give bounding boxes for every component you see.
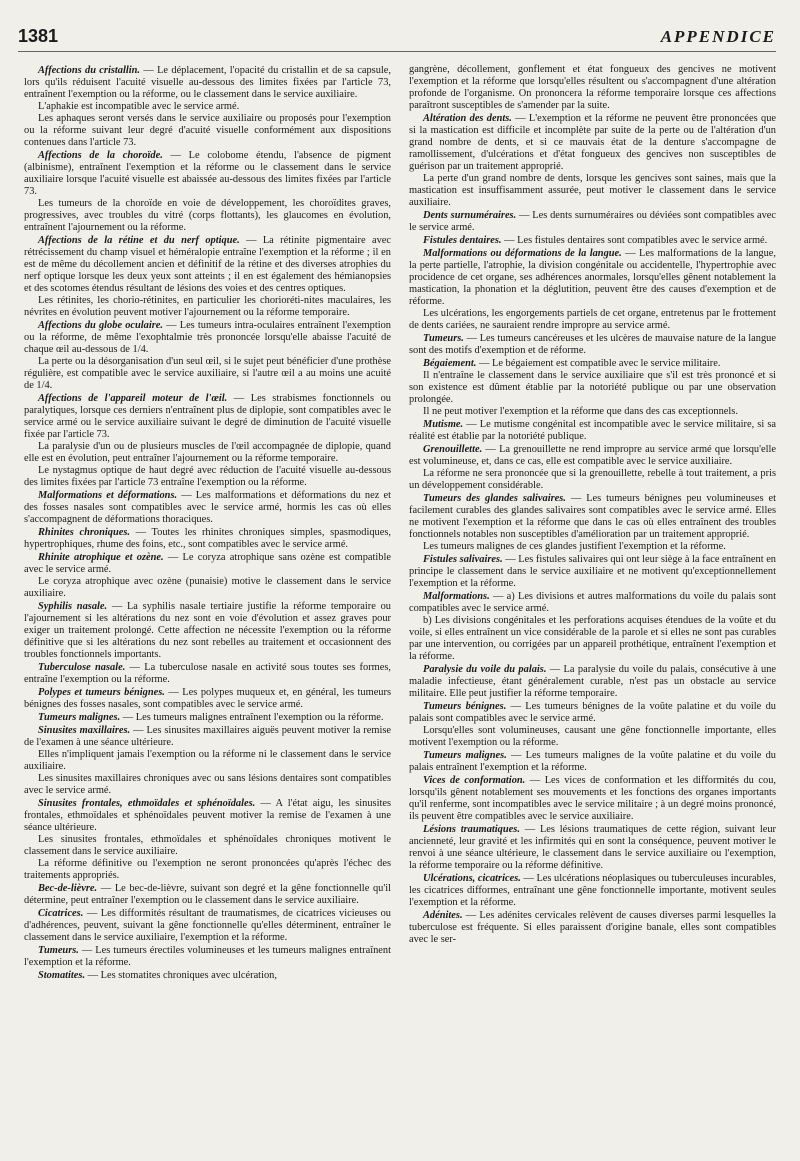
- entry-paragraph: [24, 662, 391, 686]
- body-paragraph: La paralysie d'un ou de plusieurs muscles de l'œil accompagnée de diplopie, quand elle est en évolution, peut entraîner l'ajournement ou la réforme temporaire.: [24, 441, 391, 464]
- entry-paragraph: [409, 113, 776, 173]
- entry-paragraph: [24, 945, 391, 969]
- entry-text: — Les difformités résultant de traumatismes, de cicatrices vicieuses ou d'adhérences, peuvent, suivant la gêne fonctionnelle qu'elles déterminent, entraîner le classement dans le service auxiliaire, l'exemption et la réforme.: [24, 908, 391, 943]
- body-paragraph: Les sinusites frontales, ethmoïdales et sphénoïdales chroniques motivent le classement dans le service auxiliaire.: [24, 834, 391, 857]
- entry-text: — La paralysie du voile du palais, consécutive à une maladie infectieuse, étant généralement curable, n'est pas un obstacle au service militaire. Elle peut justifier la réforme temporaire.: [409, 664, 776, 699]
- entry-paragraph: [24, 552, 391, 576]
- entry-heading: Ulcérations, cicatrices.: [423, 873, 521, 884]
- entry-text: — Les tumeurs érectiles volumineuses et les tumeurs malignes entraînent l'exemption et la réforme.: [24, 945, 391, 968]
- body-paragraph: La perte ou la désorganisation d'un seul œil, si le sujet peut bénéficier d'une prothèse régulière, est compatible avec le service auxiliaire, si l'autre œil a au moins une acuité de 1/4.: [24, 356, 391, 391]
- entry-paragraph: [24, 725, 391, 749]
- entry-heading: Fistules salivaires.: [423, 554, 503, 565]
- entry-paragraph: [409, 824, 776, 872]
- entry-heading: Lésions traumatiques.: [423, 824, 520, 835]
- entry-heading: Bec-de-lièvre.: [38, 883, 98, 894]
- entry-text: — Les strabismes fonctionnels ou paralytiques, lorsque ces derniers n'entraînent plus de diplopie, sont compatibles avec le service armé ou le service auxiliaire suivant le degré de diminution de l'acuité visuelle fixée par l'article 73.: [24, 393, 391, 440]
- entry-text: — Les fistules salivaires qui ont leur siège à la face entraînent en principe le classement dans le service auxiliaire et ne motivent qu'exceptionnellement l'exemption et la réforme.: [409, 554, 776, 589]
- entry-paragraph: [24, 65, 391, 101]
- body-paragraph: Les ulcérations, les engorgements partiels de cet organe, entretenus par le frottement de dents cariées, ne sauraient rendre impropre au service armé.: [409, 308, 776, 331]
- entry-heading: Affections de l'appareil moteur de l'œil.: [38, 393, 228, 404]
- entry-text: — Les malformations et déformations du nez et des fosses nasales sont compatibles avec le service armé, hormis les cas où elles s'accompagnent de déformations thoraciques.: [24, 490, 391, 525]
- body-paragraph: La réforme définitive ou l'exemption ne seront prononcées qu'après l'échec des traitements appropriés.: [24, 858, 391, 881]
- entry-heading: Tumeurs bénignes.: [423, 701, 507, 712]
- entry-paragraph: [409, 873, 776, 909]
- entry-text: — Le bec-de-lièvre, suivant son degré et la gêne fonctionnelle qu'il détermine, peut entraîner l'exemption ou le classement dans le service auxiliaire.: [24, 883, 391, 906]
- entry-heading: Stomatites.: [38, 970, 86, 981]
- entry-paragraph: [409, 591, 776, 615]
- left-column: [24, 64, 391, 1153]
- entry-heading: Mutisme.: [423, 419, 464, 430]
- entry-text: — Les malformations de la langue, la perte partielle, l'atrophie, la division congénitale ou accidentelle, l'hypertrophie avec procidence de cet organe, ses adhérences anormales, lorsqu'elles gênent notablement la mastication, la phonation et la déglutition, peuvent être des causes d'exemption et de réforme.: [409, 248, 776, 307]
- body-paragraph: Les tumeurs de la choroïde en voie de développement, les choroïdites graves, progressives, avec troubles du vitré (corps flottants), les glaucomes en évolution, entraînent l'ajournement ou la réforme.: [24, 198, 391, 233]
- entry-text: — Le coryza atrophique sans ozène est compatible avec le service armé.: [24, 552, 391, 575]
- entry-heading: Fistules dentaires.: [423, 235, 502, 246]
- entry-text: — Les tumeurs cancéreuses et les ulcères de mauvaise nature de la langue sont des motifs d'exemption et de réforme.: [409, 333, 776, 356]
- body-paragraph: Il ne peut motiver l'exemption et la réforme que dans des cas exceptionnels.: [423, 406, 738, 417]
- entry-text: — Les tumeurs intra-oculaires entraînent l'exemption ou la réforme, de même l'exophtalmie très prononcée lorsqu'elle abaisse l'acuité de chaque œil au-dessous de 1/4.: [24, 320, 391, 355]
- entry-text: — a) Les divisions et autres malformations du voile du palais sont compatibles avec le service armé.: [409, 591, 776, 614]
- entry-heading: Sinusites frontales, ethmoïdales et sphénoïdales.: [38, 798, 256, 809]
- entry-paragraph: [24, 601, 391, 661]
- entry-text: — Les tumeurs malignes de la voûte palatine et du voile du palais entraînent l'exemption et la réforme.: [409, 750, 776, 773]
- entry-heading: Paralysie du voile du palais.: [423, 664, 547, 675]
- entry-text: — Les tumeurs bénignes de la voûte palatine et du voile du palais sont compatibles avec le service armé.: [409, 701, 776, 724]
- body-paragraph: Elles n'impliquent jamais l'exemption ou la réforme ni le classement dans le service auxiliaire.: [24, 749, 391, 772]
- body-paragraph: Les sinusites maxillaires chroniques avec ou sans lésions dentaires sont compatibles avec le service armé.: [24, 773, 391, 796]
- running-head: [18, 26, 776, 52]
- entry-heading: Polypes et tumeurs bénignes.: [38, 687, 165, 698]
- body-paragraph: b) Les divisions congénitales et les perforations acquises étendues de la voûte et du voile, si elles entraînent un vice considérable de la parole et si elles ne sont pas curables par une intervention, ou corrigées par un appareil prothétique, entraînent l'exemption et la réforme.: [409, 615, 776, 662]
- entry-text: — La rétinite pigmentaire avec rétrécissement du champ visuel et héméralopie entraîne l'exemption et la réforme ; il en est de même du décollement ancien et définitif de la rétine et des diverses atrophies du nerf optique lorsque les deux yeux sont atteints ; il en est également des hémianopsies et des scotomes étendus résultant de lésions des voies et des centres optiques.: [24, 235, 391, 294]
- entry-paragraph: [409, 910, 776, 946]
- entry-heading: Malformations ou déformations de la langue.: [423, 248, 622, 259]
- entry-text: — Les fistules dentaires sont compatibles avec le service armé.: [501, 235, 768, 246]
- body-paragraph: Les rétinites, les chorio-rétinites, en particulier les chorioréti-nites maculaires, les névrites en évolution peuvent motiver l'ajournement ou la réforme temporaire.: [24, 295, 391, 318]
- entry-heading: Vices de conformation.: [423, 775, 526, 786]
- entry-text: — La syphilis nasale tertiaire justifie la réforme temporaire ou l'ajournement si les altérations du nez sont en voie d'évolution et assez graves pour exiger un traitement prolongé. Cette affection ne nécessite l'exemption ou la réforme définitive que si les altérations du nez sont rebelles au traitement et occasionnent des troubles fonctionnels importants.: [24, 601, 391, 660]
- entry-heading: Tumeurs.: [423, 333, 464, 344]
- entry-text: — Les dents surnuméraires ou déviées sont compatibles avec le service armé.: [409, 210, 776, 233]
- entry-paragraph: [409, 664, 776, 700]
- section-title: APPENDICE: [660, 27, 776, 46]
- entry-paragraph: [409, 444, 776, 468]
- entry-paragraph: [24, 687, 391, 711]
- entry-text: — Les vices de conformation et les difformités du cou, lorsqu'ils gênent notablement ses mouvements et les fonctions des organes importants qu'il renferme, sont incompatibles avec le service militaire ; à un degré moins prononcé, ils peuvent être compatibles avec le service auxiliaire.: [409, 775, 776, 822]
- entry-heading: Sinusites maxillaires.: [38, 725, 131, 736]
- right-column: [409, 64, 776, 1153]
- entry-paragraph: [24, 320, 391, 356]
- entry-heading: Tuberculose nasale.: [38, 662, 126, 673]
- entry-paragraph: [24, 712, 391, 724]
- entry-text: — Le bégaiement est compatible avec le service militaire.: [476, 358, 721, 369]
- entry-paragraph: [24, 970, 391, 982]
- entry-heading: Affections de la rétine et du nerf optique.: [38, 235, 240, 246]
- page-number: 1381: [18, 26, 59, 46]
- entry-text: — La grenouillette ne rend impropre au service armé que lorsqu'elle est volumineuse, et, dans ce cas, elle est compatible avec le service auxiliaire.: [409, 444, 776, 467]
- entry-paragraph: [409, 775, 776, 823]
- entry-paragraph: [409, 701, 776, 725]
- continued-paragraph: gangrène, décollement, gonflement et état fongueux des gencives ne motivent l'exemption et la réforme que lorsqu'elles résultent ou s'accompagnent d'une altération profonde de l'organisme. On prononcera la réforme temporaire lorsque ces affections paraîtront susceptibles de s'amender par la suite.: [409, 64, 776, 111]
- body-paragraph: Le nystagmus optique de haut degré avec réduction de l'acuité visuelle au-dessous des limites fixées par l'article 73 entraîne l'exemption ou la réforme.: [24, 465, 391, 488]
- entry-heading: Tumeurs malignes.: [423, 750, 507, 761]
- entry-paragraph: [409, 554, 776, 590]
- entry-heading: Grenouillette.: [423, 444, 483, 455]
- body-paragraph: L'aphakie est incompatible avec le service armé.: [38, 101, 240, 112]
- entry-paragraph: [24, 908, 391, 944]
- entry-paragraph: [24, 883, 391, 907]
- entry-paragraph: [24, 235, 391, 295]
- entry-text: — Le déplacement, l'opacité du cristallin et de sa capsule, lors qu'ils réduisent l'acuité visuelle au-dessous des limites fixées par l'article 73, entraînent l'exemption ou la réforme, ou le classement dans le service auxiliaire.: [24, 65, 391, 100]
- body-paragraph: Le coryza atrophique avec ozène (punaisie) motive le classement dans le service auxiliaire.: [24, 576, 391, 599]
- entry-heading: Tumeurs des glandes salivaires.: [423, 493, 566, 504]
- entry-heading: Tumeurs.: [38, 945, 79, 956]
- entry-text: — Les tumeurs malignes entraînent l'exemption ou la réforme.: [120, 712, 384, 723]
- body-paragraph: La perte d'un grand nombre de dents, lorsque les gencives sont saines, mais que la mastication est insuffisamment assurée, peut motiver le classement dans le service auxiliaire.: [409, 173, 776, 208]
- entry-paragraph: [409, 235, 776, 247]
- entry-paragraph: [409, 358, 776, 370]
- entry-text: — Les adénites cervicales relèvent de causes diverses parmi lesquelles la tuberculose est fréquente. Si elles paraissent d'origine banale, elles sont compatibles avec le ser-: [409, 910, 776, 945]
- entry-text: — Les tumeurs bénignes peu volumineuses et facilement curables des glandes salivaires sont compatibles avec le service armé. Elles ne motivent l'exemption et la réforme que dans le cas où elles entraînent des troubles fonctionnels notables non susceptibles d'amélioration par un traitement approprié.: [409, 493, 776, 540]
- entry-text: — Toutes les rhinites chroniques simples, spasmodiques, hypertrophiques, rhume des foins, etc., sont compatibles avec le service armé.: [24, 527, 391, 550]
- entry-text: — A l'état aigu, les sinusites frontales, ethmoïdales et sphénoïdales peuvent motiver la remise de l'examen à une séance ultérieure.: [24, 798, 391, 833]
- entry-paragraph: [409, 750, 776, 774]
- entry-paragraph: [24, 798, 391, 834]
- body-paragraph: Il n'entraîne le classement dans le service auxiliaire que s'il est très prononcé et si son existence est dûment établie par la notoriété publique ou par une observation prolongée.: [409, 370, 776, 405]
- entry-paragraph: [24, 527, 391, 551]
- entry-heading: Cicatrices.: [38, 908, 84, 919]
- entry-heading: Dents surnuméraires.: [423, 210, 517, 221]
- entry-heading: Affections de la choroïde.: [38, 150, 163, 161]
- entry-heading: Malformations.: [423, 591, 490, 602]
- body-paragraph: La réforme ne sera prononcée que si la grenouillette, rebelle à tout traitement, a pris un développement considérable.: [409, 468, 776, 491]
- entry-text: — Le mutisme congénital est incompatible avec le service militaire, si sa réalité est établie par la notoriété publique.: [409, 419, 776, 442]
- entry-text: — Les ulcérations néoplasiques ou tuberculeuses incurables, les cicatrices difformes, entraînant une gêne fonctionnelle importante, motivent seules l'exemption et la réforme.: [409, 873, 776, 908]
- entry-paragraph: [24, 490, 391, 526]
- entry-paragraph: [24, 393, 391, 441]
- entry-paragraph: [409, 210, 776, 234]
- entry-heading: Tumeurs malignes.: [38, 712, 121, 723]
- entry-text: — La tuberculose nasale en activité sous toutes ses formes, entraîne l'exemption ou la réforme.: [24, 662, 391, 685]
- entry-heading: Bégaiement.: [423, 358, 477, 369]
- entry-heading: Affections du globe oculaire.: [38, 320, 164, 331]
- entry-text: — Les sinusites maxillaires aiguës peuvent motiver la remise de l'examen à une séance ultérieure.: [24, 725, 391, 748]
- entry-paragraph: [409, 419, 776, 443]
- entry-text: — Les lésions traumatiques de cette région, suivant leur ancienneté, leur gravité et les infirmités qui en sont la conséquence, peuvent motiver le renvoi à une séance ultérieure, le classement dans le service auxiliaire ou l'exemption, la réforme temporaire ou la réforme définitive.: [409, 824, 776, 871]
- entry-heading: Altération des dents.: [423, 113, 512, 124]
- entry-heading: Syphilis nasale.: [38, 601, 108, 612]
- entry-heading: Malformations et déformations.: [38, 490, 178, 501]
- body-paragraph: Les tumeurs malignes de ces glandes justifient l'exemption et la réforme.: [423, 541, 726, 552]
- entry-text: — Les stomatites chroniques avec ulcération,: [85, 970, 277, 981]
- entry-paragraph: [24, 150, 391, 198]
- entry-heading: Affections du cristallin.: [38, 65, 141, 76]
- entry-text: — Le colobome étendu, l'absence de pigment (albinisme), entraînent l'exemption et la réforme ou le classement dans le service auxiliaire lorsque l'acuité visuelle est abaissée au-dessous des limites fixées par l'article 73.: [24, 150, 391, 197]
- entry-text: — Les polypes muqueux et, en général, les tumeurs bénignes des fosses nasales, sont compatibles avec le service armé.: [24, 687, 391, 710]
- entry-paragraph: [409, 248, 776, 308]
- entry-heading: Adénites.: [423, 910, 463, 921]
- entry-text: — L'exemption et la réforme ne peuvent être prononcées que si la mastication est difficile et incomplète par suite de la perte ou de l'altération d'un grand nombre de dents, et si ce mauvais état de la denture s'accompagne de ramollissement, d'ulcérations et d'état fongueux des gencives non susceptibles de guérison par un traitement approprié.: [409, 113, 776, 172]
- entry-heading: Rhinites chroniques.: [38, 527, 130, 538]
- text-columns: [24, 64, 776, 1153]
- body-paragraph: Les aphaques seront versés dans le service auxiliaire ou proposés pour l'exemption ou la réforme suivant leur degré d'acuité visuelle conformément aux dispositions contenues dans l'article 73.: [24, 113, 391, 148]
- entry-paragraph: [409, 493, 776, 541]
- body-paragraph: Lorsqu'elles sont volumineuses, causant une gêne fonctionnelle importante, elles motivent l'exemption ou la réforme.: [409, 725, 776, 748]
- entry-paragraph: [409, 333, 776, 357]
- entry-heading: Rhinite atrophique et ozène.: [38, 552, 164, 563]
